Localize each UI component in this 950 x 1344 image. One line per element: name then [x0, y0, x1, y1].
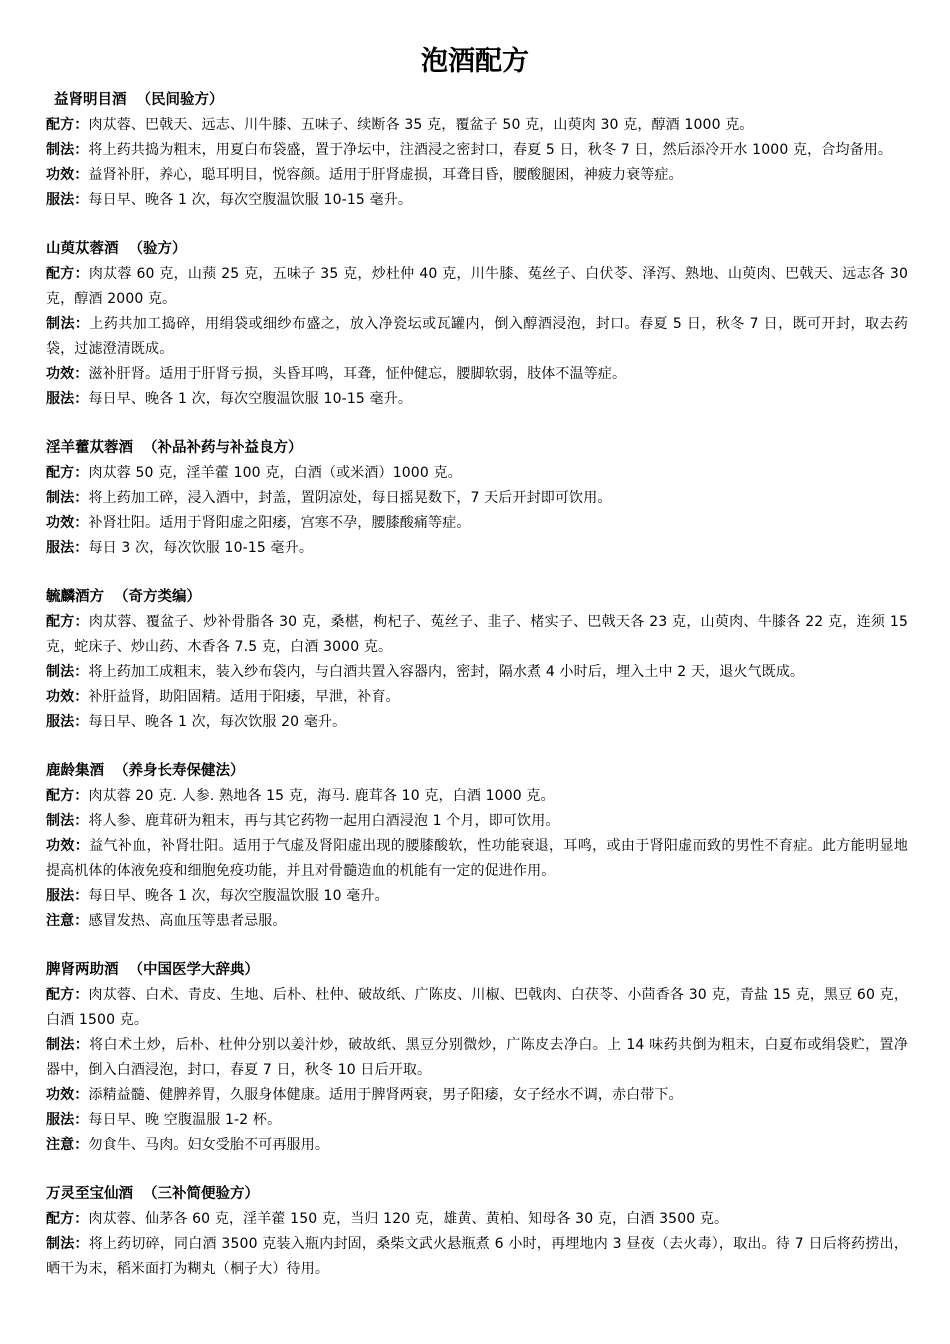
recipe-section [46, 759, 908, 934]
field-label: 制法： [46, 490, 89, 506]
field-label: 注意： [46, 913, 89, 929]
recipe-field [46, 262, 908, 312]
field-text: 肉苁蓉、仙茅各 60 克，淫羊藿 150 克，当归 120 克，雄黄、黄柏、知母各 30 克，白酒 3500 克。 [88, 1211, 729, 1227]
recipe-source: （验方） [128, 241, 187, 257]
field-label: 配方： [46, 614, 89, 630]
recipe-field [46, 1232, 908, 1282]
recipe-field [46, 511, 908, 536]
recipe-field [46, 809, 908, 834]
field-text: 肉苁蓉 50 克，淫羊藿 100 克，白酒（或米酒）1000 克。 [88, 465, 462, 481]
recipe-field [46, 461, 908, 486]
field-text: 肉苁蓉、覆盆子、炒补骨脂各 30 克，桑椹，枸杞子、菟丝子、韭子、楮实子、巴戟天各 23 克，山萸肉、牛膝各 22 克，连须 15 克，蛇床子、炒山药、木香各 7.5 克，白酒 3000 克。 [46, 614, 909, 655]
recipe-name: 万灵至宝仙酒 [46, 1186, 133, 1202]
field-label: 功效： [46, 838, 90, 854]
field-text: 每日早、晚 空腹温服 1-2 杯。 [88, 1112, 282, 1128]
field-text: 每日早、晚各 1 次，每次饮服 20 毫升。 [88, 714, 347, 730]
field-label: 配方： [46, 465, 89, 481]
field-text: 滋补肝肾。适用于肝肾亏损，头昏耳鸣，耳聋，怔仲健忘，腰脚软弱，肢体不温等症。 [88, 366, 627, 382]
field-text: 补肝益肾，助阳固精。适用于阳痿，早泄，补育。 [88, 689, 400, 705]
field-text: 肉苁蓉、白术、青皮、生地、后朴、杜仲、破故纸、广陈皮、川椒、巴戟肉、白茯苓、小茴香各 30 克，青盐 15 克，黑豆 60 克，白酒 1500 克。 [46, 987, 908, 1028]
recipe-source: （补品补药与补益良方） [143, 440, 303, 456]
recipe-section [46, 1182, 908, 1282]
recipe-field [46, 884, 908, 909]
field-text: 将上药切碎，同白酒 3500 克装入瓶内封固，桑柴文武火悬瓶煮 6 小时，再埋地内 3 昼夜（去火毒），取出。待 7 日后将药捞出，晒干为末，稻米面打为糊丸（桐子大）待用。 [46, 1236, 908, 1277]
field-label: 制法： [46, 142, 89, 158]
field-text: 每日早、晚各 1 次，每次空腹温饮服 10 毫升。 [88, 888, 389, 904]
field-label: 制法： [46, 1037, 90, 1053]
recipe-heading [46, 237, 908, 262]
recipe-field [46, 163, 908, 188]
field-label: 服法： [46, 391, 89, 407]
recipe-name: 益肾明目酒 [54, 92, 127, 108]
recipe-field [46, 1207, 908, 1232]
field-label: 服法： [46, 540, 89, 556]
field-label: 制法： [46, 664, 89, 680]
recipe-field [46, 536, 908, 561]
recipe-source: （民间验方） [136, 92, 224, 108]
recipe-field [46, 610, 908, 660]
field-text: 将上药共捣为粗末，用夏白布袋盛，置于净坛中，注酒浸之密封口，春夏 5 日，秋冬 7 日，然后添冷开水 1000 克，合均备用。 [88, 142, 893, 158]
recipe-section [46, 958, 908, 1158]
field-label: 功效： [46, 366, 89, 382]
recipe-name: 脾肾两助酒 [46, 962, 119, 978]
field-text: 将上药加工碎，浸入酒中，封盖，置阴凉处，每日摇晃数下，7 天后开封即可饮用。 [88, 490, 612, 506]
recipe-field [46, 710, 908, 735]
recipe-field [46, 387, 908, 412]
field-label: 功效： [46, 689, 89, 705]
recipe-heading [46, 759, 908, 784]
field-text: 勿食牛、马肉。妇女受胎不可再服用。 [88, 1137, 330, 1153]
recipe-field [46, 909, 908, 934]
recipe-field [46, 660, 908, 685]
recipe-heading [46, 436, 908, 461]
recipe-field [46, 784, 908, 809]
field-label: 注意： [46, 1137, 89, 1153]
field-label: 服法： [46, 714, 89, 730]
document-title: 泡酒配方 [421, 46, 529, 77]
recipe-list [46, 88, 908, 1306]
recipe-section [46, 436, 908, 561]
recipe-source: （中国医学大辞典） [128, 962, 259, 978]
recipe-name: 山萸苁蓉酒 [46, 241, 119, 257]
recipe-heading [46, 88, 908, 113]
recipe-field [46, 834, 908, 884]
field-text: 每日早、晚各 1 次，每次空腹温饮服 10-15 毫升。 [88, 391, 413, 407]
field-label: 制法： [46, 316, 90, 332]
recipe-name: 毓麟酒方 [46, 589, 104, 605]
field-text: 肉苁蓉、巴戟天、远志、川牛膝、五味子、续断各 35 克，覆盆子 50 克，山萸肉 30 克，醇酒 1000 克。 [88, 117, 754, 133]
field-label: 服法： [46, 888, 89, 904]
recipe-field [46, 362, 908, 387]
field-text: 将人参、鹿茸研为粗末，再与其它药物一起用白酒浸泡 1 个月，即可饮用。 [88, 813, 560, 829]
field-text: 上药共加工捣碎，用绢袋或细纱布盛之，放入净瓷坛或瓦罐内，倒入醇酒浸泡，封口。春夏 5 日，秋冬 7 日，既可开封，取去药袋，过滤澄清既成。 [46, 316, 908, 357]
field-text: 补肾壮阳。适用于肾阳虚之阳痿，宫寒不孕，腰膝酸痛等症。 [88, 515, 471, 531]
recipe-section [46, 585, 908, 735]
field-label: 制法： [46, 813, 89, 829]
field-text: 肉苁蓉 60 克，山蓣 25 克，五味子 35 克，炒杜仲 40 克，川牛膝、菟丝子、白伏苓、泽泻、熟地、山萸肉、巴戟天、远志各 30 克，醇酒 2000 克。 [46, 266, 909, 307]
recipe-field [46, 113, 908, 138]
field-label: 配方： [46, 117, 89, 133]
field-label: 配方： [46, 788, 89, 804]
field-text: 益气补血，补肾壮阳。适用于气虚及肾阳虚出现的腰膝酸软，性功能衰退，耳鸣，或由于肾阳虚而致的男性不育症。此方能明显地提高机体的体液免疫和细胞免疫功能，并且对骨髓造血的机能有一定的促进作用。 [46, 838, 909, 879]
recipe-name: 鹿龄集酒 [46, 763, 104, 779]
recipe-field [46, 188, 908, 213]
recipe-source: （奇方类编） [114, 589, 201, 605]
recipe-heading [46, 958, 908, 983]
field-label: 服法： [46, 192, 89, 208]
field-label: 配方： [46, 987, 89, 1003]
field-label: 配方： [46, 266, 89, 282]
field-text: 每日早、晚各 1 次，每次空腹温饮服 10-15 毫升。 [88, 192, 413, 208]
recipe-field [46, 1108, 908, 1133]
recipe-field [46, 685, 908, 710]
recipe-field [46, 486, 908, 511]
recipe-field [46, 138, 908, 163]
recipe-field [46, 312, 908, 362]
recipe-name: 淫羊藿苁蓉酒 [46, 440, 133, 456]
field-text: 将上药加工成粗末，装入纱布袋内，与白酒共置入容器内，密封，隔水煮 4 小时后，埋入土中 2 天，退火气既成。 [88, 664, 805, 680]
field-label: 功效： [46, 167, 89, 183]
recipe-source: （三补简便验方） [143, 1186, 259, 1202]
field-text: 肉苁蓉 20 克. 人参. 熟地各 15 克，海马. 鹿茸各 10 克，白酒 1000 克。 [88, 788, 555, 804]
recipe-section [46, 88, 908, 213]
field-text: 将白术土炒，后朴、杜仲分别以姜汁炒，破故纸、黑豆分别微炒，广陈皮去净白。上 14 味药共倒为粗末，白夏布或绢袋贮，置净器中，倒入白酒浸泡，封口，春夏 7 日，秋冬 10 日后开取。 [46, 1037, 909, 1078]
recipe-field [46, 1033, 908, 1083]
recipe-heading [46, 1182, 908, 1207]
recipe-field [46, 1083, 908, 1108]
recipe-source: （养身长寿保健法） [114, 763, 245, 779]
recipe-field [46, 983, 908, 1033]
recipe-heading [46, 585, 908, 610]
recipe-field [46, 1133, 908, 1158]
field-label: 服法： [46, 1112, 89, 1128]
field-label: 功效： [46, 1087, 89, 1103]
field-label: 配方： [46, 1211, 89, 1227]
field-text: 益肾补肝，养心，聪耳明目，悦容颜。适用于肝肾虚损，耳聋目昏，腰酸腿困，神疲力衰等症。 [88, 167, 683, 183]
field-text: 感冒发热、高血压等患者忌服。 [88, 913, 287, 929]
field-label: 功效： [46, 515, 89, 531]
recipe-section [46, 237, 908, 412]
field-label: 制法： [46, 1236, 89, 1252]
field-text: 添精益髓、健脾养胃，久服身体健康。适用于脾肾两衰，男子阳痿，女子经水不调，赤白带下。 [88, 1087, 683, 1103]
field-text: 每日 3 次，每次饮服 10-15 毫升。 [88, 540, 313, 556]
